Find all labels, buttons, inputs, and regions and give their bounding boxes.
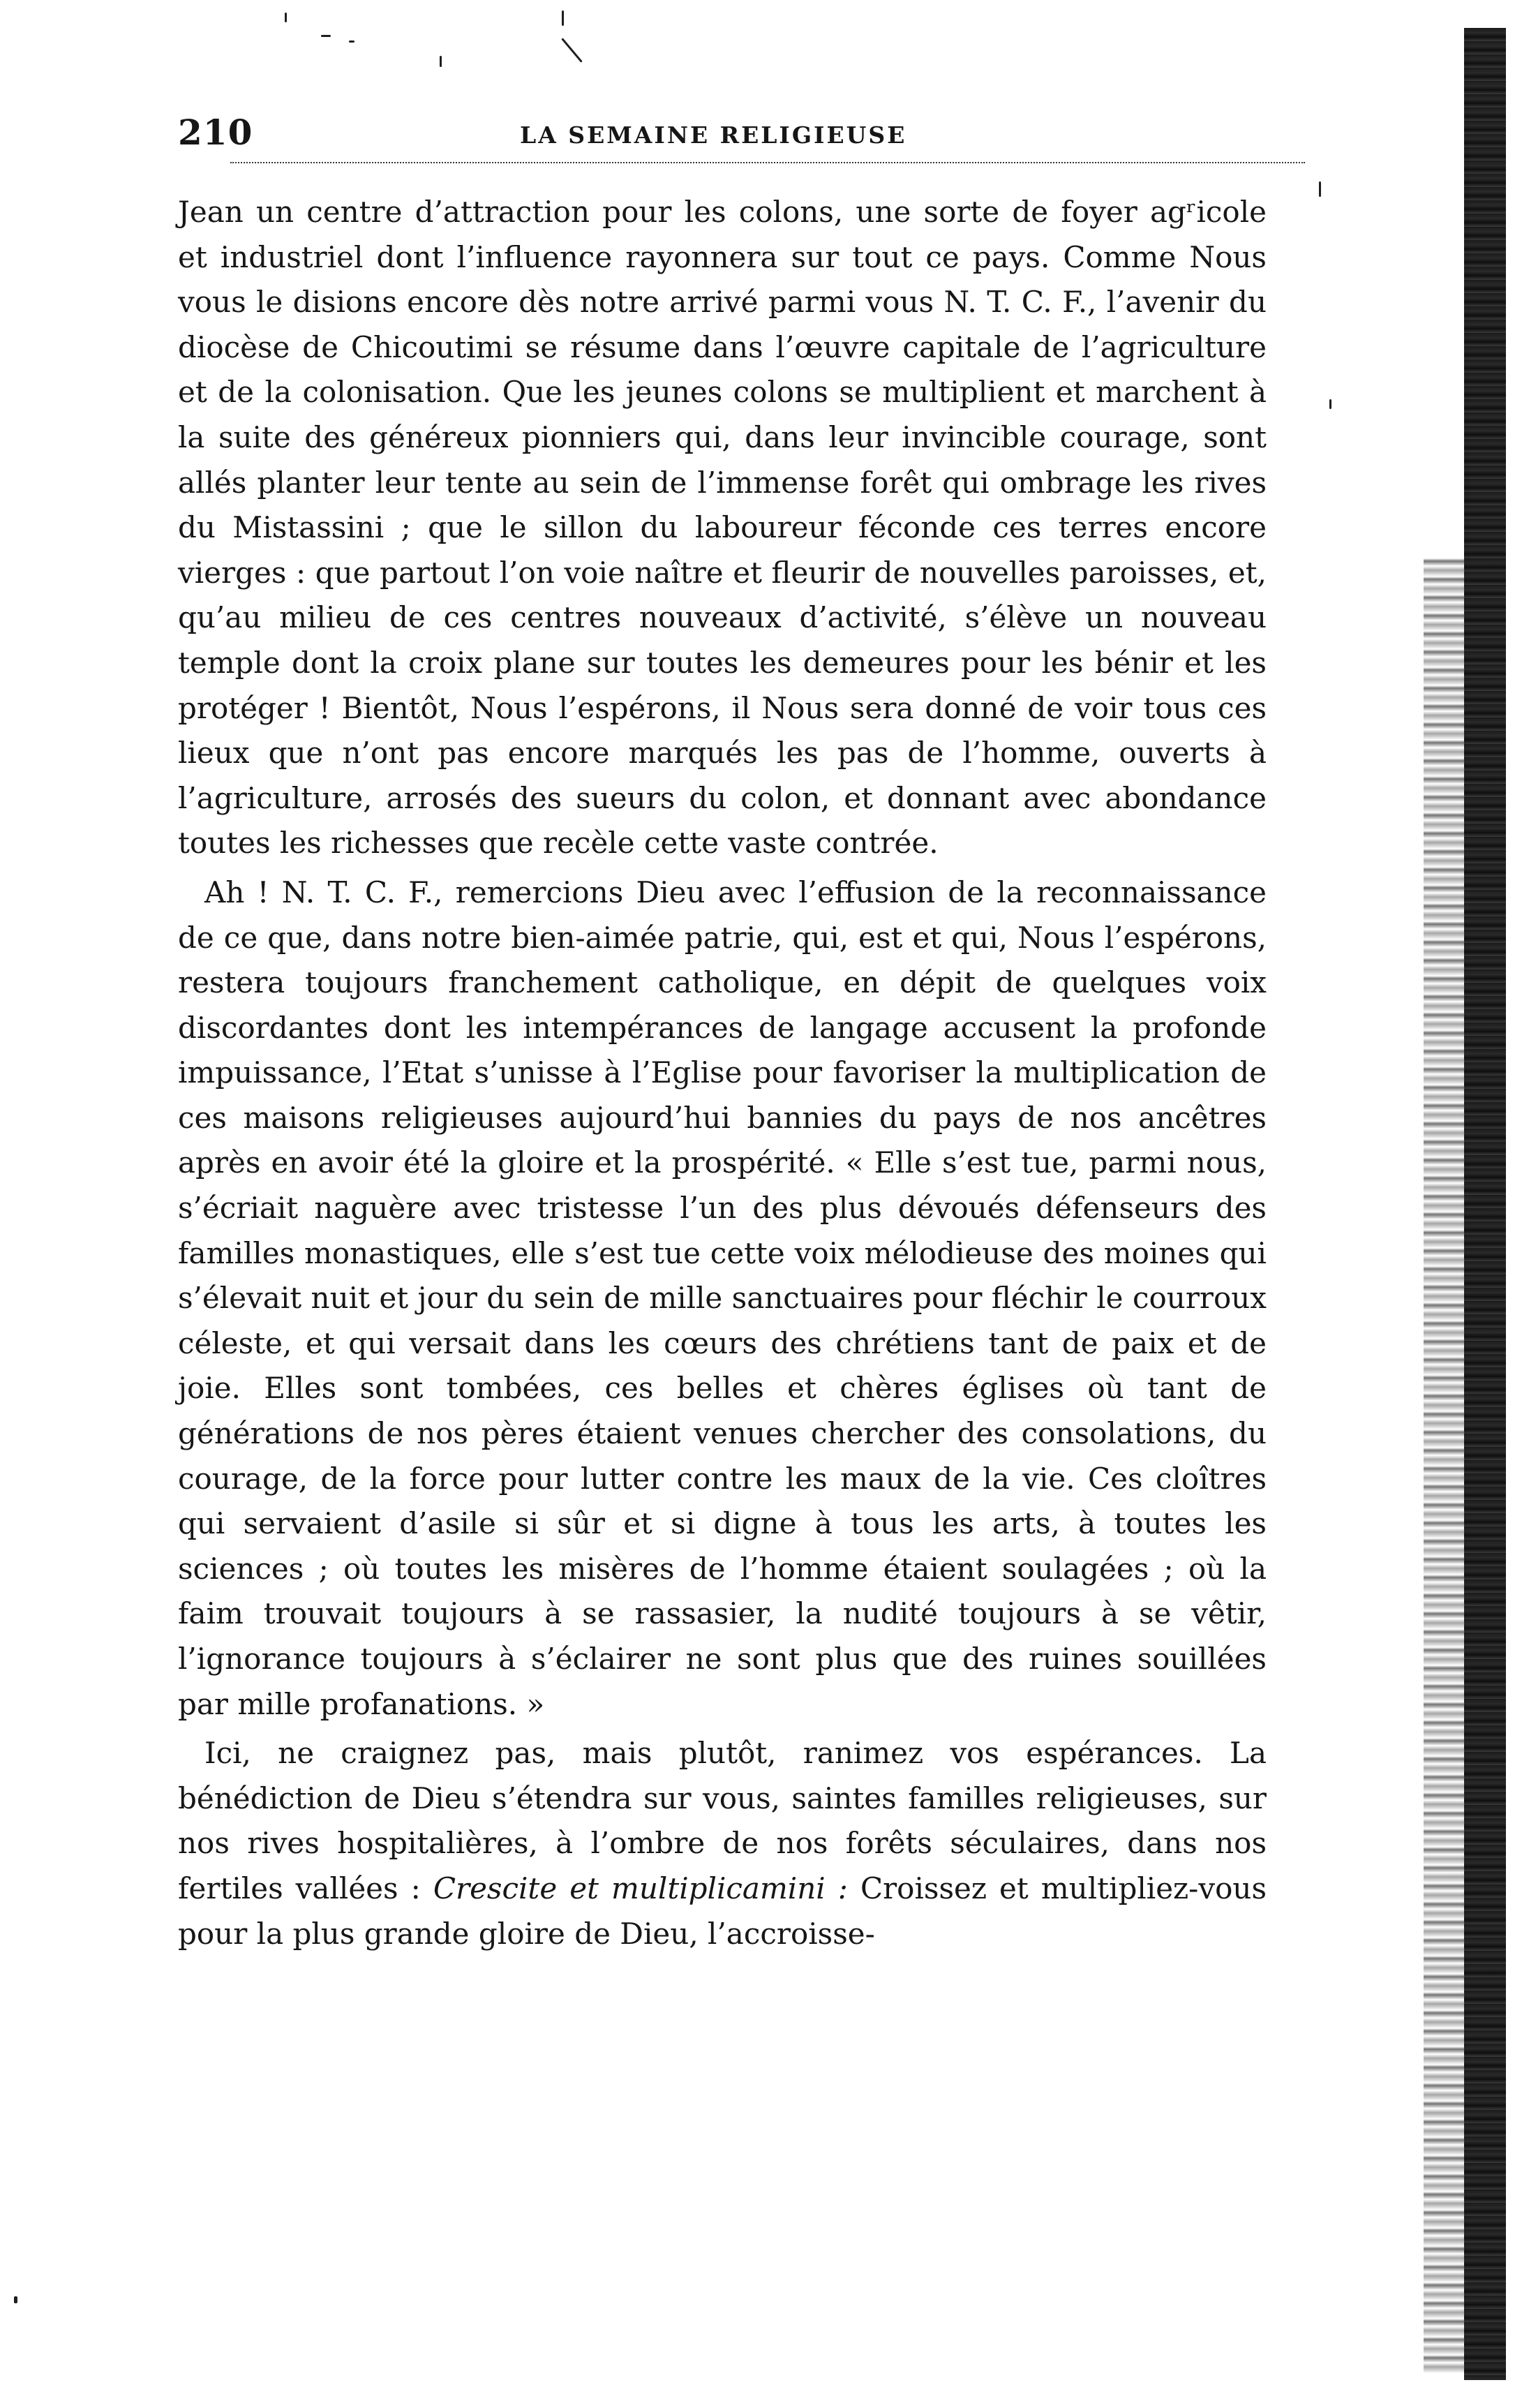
page-header	[178, 112, 1267, 161]
scan-speck	[285, 13, 287, 22]
paragraph-2: Ah ! N. T. C. F., remercions Dieu avec l’effusion de la reconnaissance de ce que, dans notre bien-aimée patrie, qui, est et qui, Nous l’espérons, restera toujours franchement catholique, en dépit de quelques voix discordantes dont les intempérances de langage accusent la profonde impuissance, l’Etat s’unisse à l’Eglise pour favoriser la multiplication de ces maisons religieuses aujourd’hui bannies du pays de nos ancêtres après en avoir été la gloire et la prospérité. « Elle s’est tue, parmi nous, s’écriait naguère avec tristesse l’un des plus dévoués défenseurs des familles monastiques, elle s’est tue cette voix mélodieuse des moines qui s’élevait nuit et jour du sein de mille sanctuaires pour fléchir le courroux céleste, et qui versait dans les cœurs des chrétiens tant de paix et de joie. Elles sont tombées, ces belles et chères églises où tant de générations de nos pères étaient venues chercher des consolations, du courage, de la force pour lutter contre les maux de la vie. Ces cloîtres qui servaient d’asile si sûr et si digne à tous les arts, à toutes les sciences ; où toutes les misères de l’homme étaient soulagées ; où la faim trouvait toujours à se rassasier, la nudité toujours à se vêtir, l’ignorance toujours à s’éclairer ne sont plus que des ruines souillées par mille profanations. »	[178, 875, 1267, 1721]
scan-edge-shadow	[1464, 28, 1506, 2380]
scan-speck	[1319, 181, 1321, 197]
header-rule	[230, 162, 1305, 163]
paragraph-3	[178, 1731, 1267, 1956]
scan-speck	[1329, 399, 1331, 409]
scan-speck	[349, 40, 355, 43]
scan-edge-grain	[1424, 558, 1464, 2373]
running-title: LA SEMAINE RELIGIEUSE	[520, 121, 907, 149]
page-number: 210	[178, 112, 253, 153]
scan-speck	[440, 56, 442, 67]
body-text	[178, 190, 1267, 1956]
scan-speck	[14, 2296, 17, 2303]
paragraph-3-text-after: Croissez et multipliez-vous pour la plus grande gloire de Dieu, l’accroisse-	[178, 1871, 1267, 1951]
scan-speck	[562, 10, 564, 26]
paragraph-3-text-before: Ici, ne craignez pas, mais plutôt, ranimez vos espérances. La bénédiction de Dieu s’étendra sur vous, saintes familles religieuses, sur nos rives hospitalières, à l’ombre de nos forêts séculaires, dans nos fertiles vallées :	[178, 1736, 1267, 1905]
scan-speck	[561, 38, 583, 63]
latin-quotation: Crescite et multiplicamini :	[433, 1871, 848, 1905]
scan-speck	[321, 35, 331, 37]
paragraph-1: Jean un centre d’attraction pour les colons, une sorte de foyer agʳicole et industriel dont l’influence rayonnera sur tout ce pays. Comme Nous vous le disions encore dès notre arrivé parmi vous N. T. C. F., l’avenir du diocèse de Chicoutimi se résume dans l’œuvre capitale de l’agriculture et de la colonisation. Que les jeunes colons se multiplient et marchent à la suite des généreux pionniers qui, dans leur invincible courage, sont allés planter leur tente au sein de l’immense forêt qui ombrage les rives du Mistassini ; que le sillon du laboureur féconde ces terres encore vierges : que partout l’on voie naître et fleurir de nouvelles paroisses, et, qu’au milieu de ces centres nouveaux d’activité, s’élève un nouveau temple dont la croix plane sur toutes les demeures pour les bénir et les protéger ! Bientôt, Nous l’espérons, il Nous sera donné de voir tous ces lieux que n’ont pas encore marqués les pas de l’homme, ouverts à l’agriculture, arrosés des sueurs du colon, et donnant avec abondance toutes les richesses que recèle cette vaste contrée.	[178, 195, 1267, 861]
